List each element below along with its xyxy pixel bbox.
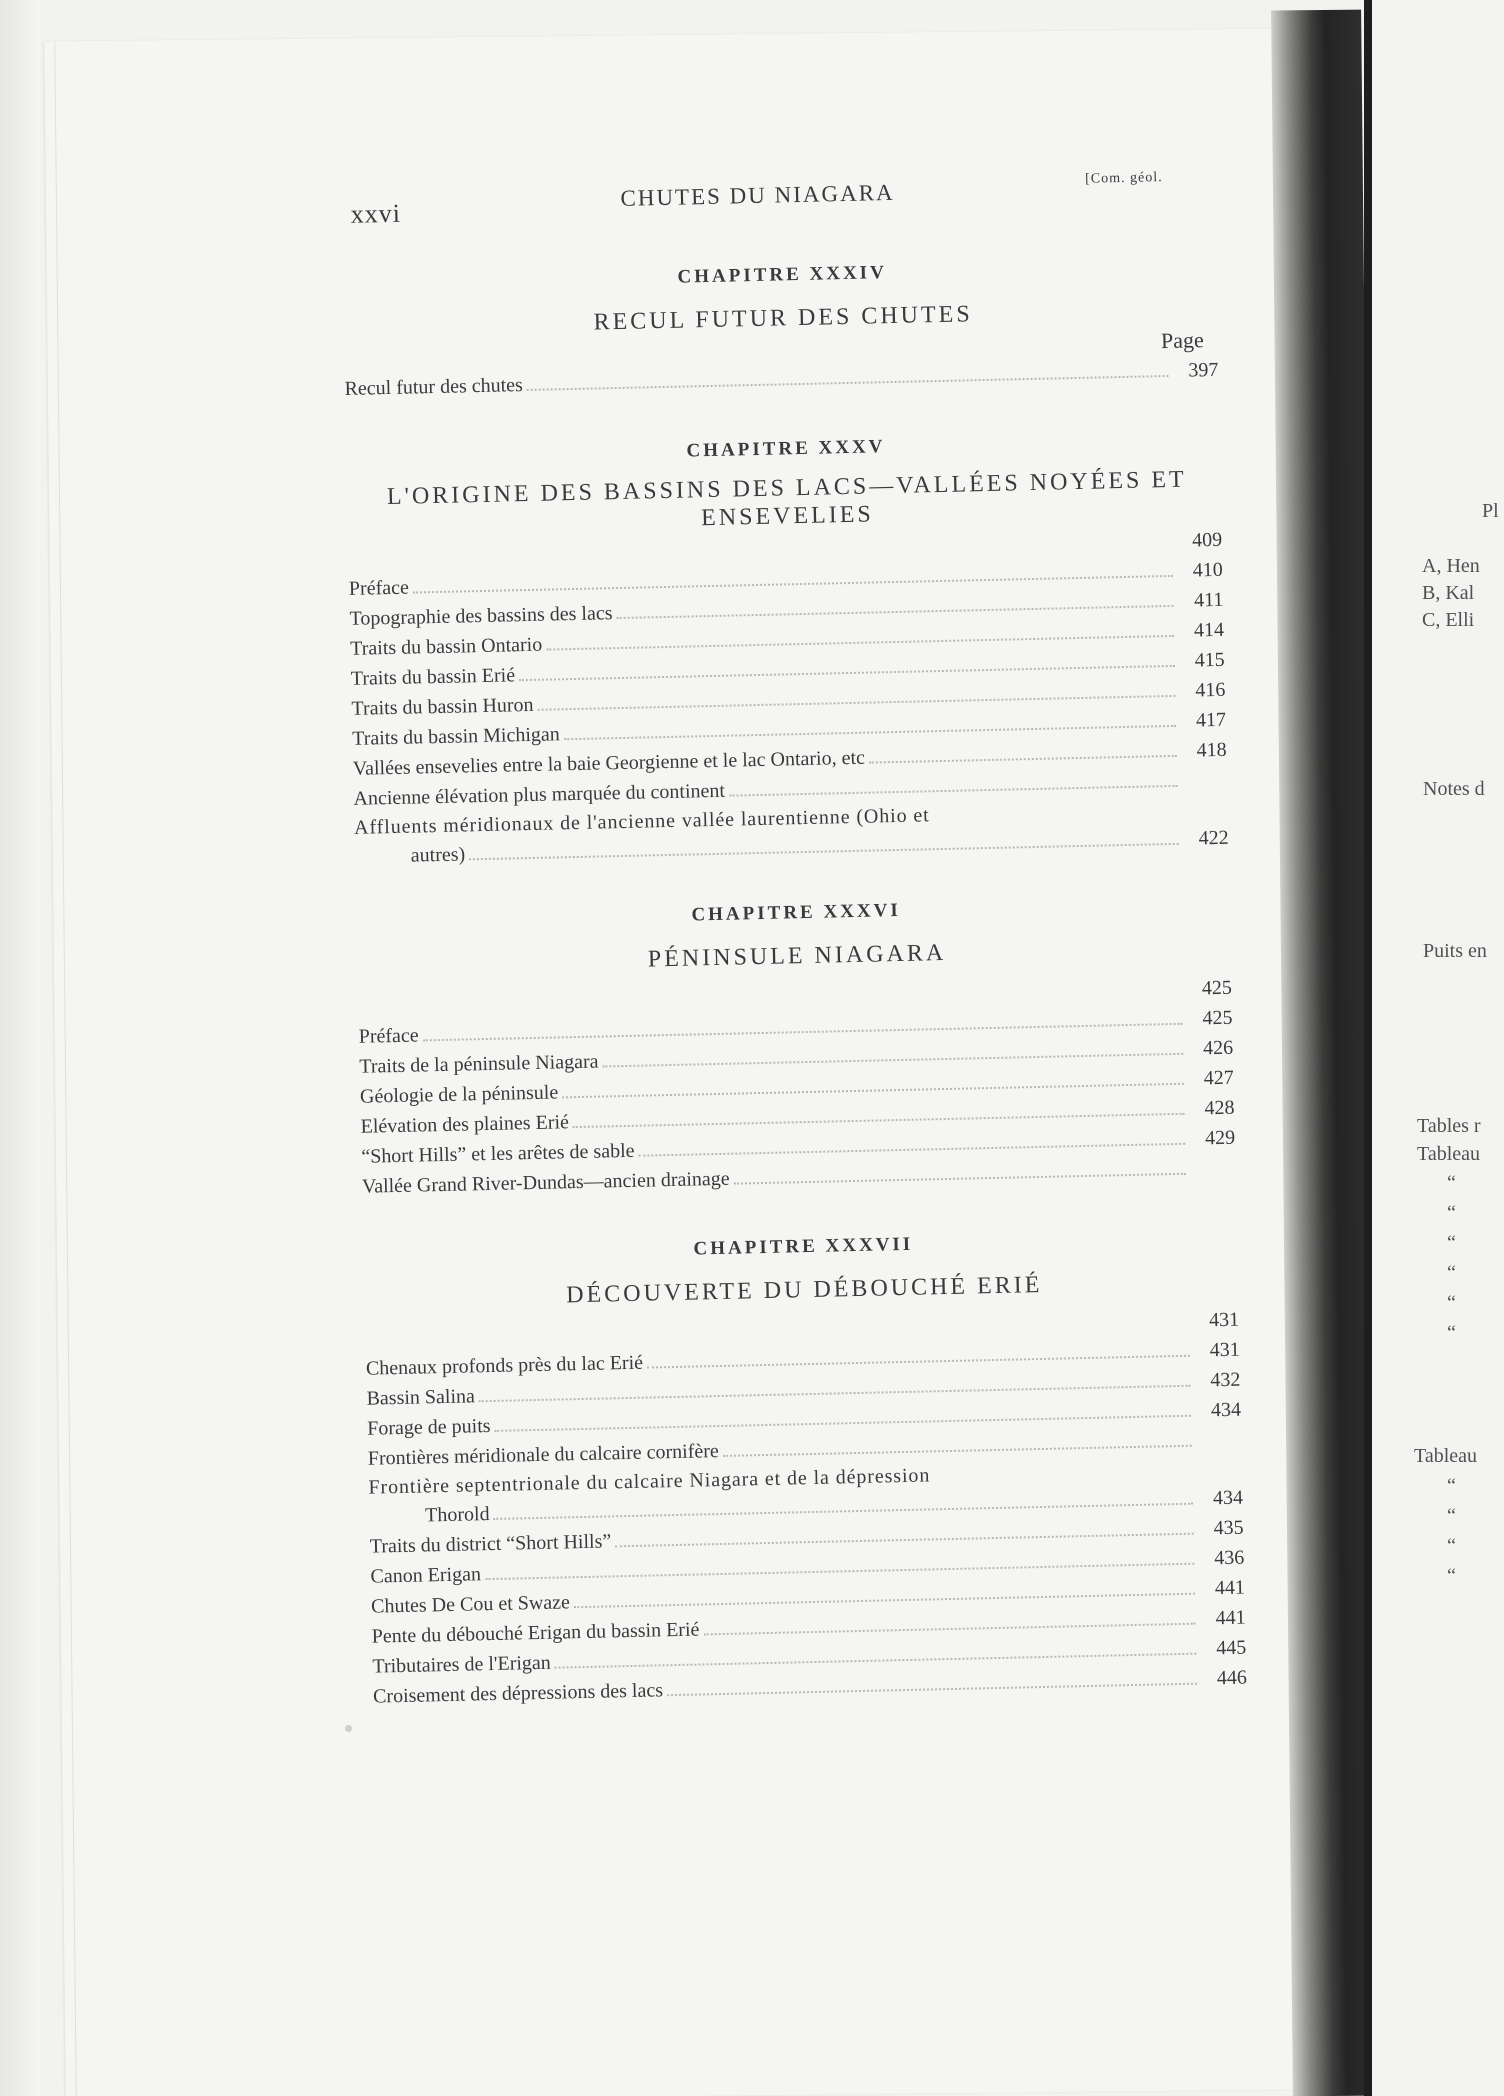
entry-title: Frontières méridionale du calcaire cornifère bbox=[367, 1440, 719, 1470]
entry-title: Préface bbox=[358, 1024, 419, 1048]
entry-page: 434 bbox=[1210, 1398, 1242, 1422]
dot-leader bbox=[729, 785, 1177, 797]
entry-title: Forage de puits bbox=[367, 1415, 491, 1440]
entry-title: Traits du bassin Michigan bbox=[351, 723, 560, 750]
right-fragment: “ bbox=[1447, 1565, 1456, 1587]
entry-title: Ancienne élévation plus marquée du continent bbox=[353, 779, 726, 810]
right-fragment: “ bbox=[1447, 1322, 1456, 1344]
entry-page: 441 bbox=[1214, 1576, 1246, 1600]
entry-page: 445 bbox=[1215, 1636, 1247, 1660]
gutter-shadow bbox=[1364, 0, 1372, 2096]
entry-title: Croisement des dépressions des lacs bbox=[372, 1679, 664, 1708]
right-fragment: “ bbox=[1447, 1172, 1456, 1194]
entry-page bbox=[1200, 1446, 1242, 1447]
right-page bbox=[1372, 0, 1504, 2096]
chapter-title: RECUL FUTUR DES CHUTES bbox=[593, 301, 973, 336]
dot-leader bbox=[469, 843, 1178, 860]
page-number: xxvi bbox=[350, 198, 402, 229]
entry-title: Chutes De Cou et Swaze bbox=[370, 1591, 571, 1618]
entry-page: 446 bbox=[1216, 1666, 1248, 1690]
toc-list bbox=[366, 1335, 1254, 1712]
right-fragment: “ bbox=[1447, 1202, 1456, 1224]
entry-title: “Short Hills” et les arêtes de sable bbox=[361, 1139, 635, 1168]
entry-title-continued: autres) bbox=[410, 843, 466, 867]
page-column-label: Page bbox=[1160, 327, 1204, 354]
right-fragment: Tables r bbox=[1417, 1115, 1481, 1137]
entry-page: 436 bbox=[1214, 1546, 1245, 1570]
chapter-title: L'ORIGINE DES BASSINS DES LACS—VALLÉES NOYÉES ET bbox=[386, 466, 1187, 511]
entry-title: Traits du bassin Huron bbox=[351, 693, 534, 720]
right-fragment: Tableau bbox=[1414, 1445, 1478, 1467]
dot-leader bbox=[667, 1683, 1197, 1697]
right-fragment: “ bbox=[1447, 1535, 1456, 1557]
entry-page: 415 bbox=[1194, 648, 1225, 672]
right-fragment: Tableau bbox=[1417, 1143, 1481, 1165]
entry-page: 435 bbox=[1213, 1516, 1244, 1540]
entry-page: 428 bbox=[1204, 1096, 1235, 1120]
entry-title: Frontière septentrionale du calcaire Niagara et de la dépression bbox=[368, 1464, 931, 1499]
dot-leader bbox=[703, 1623, 1195, 1636]
entry-title: Traits du bassin Ontario bbox=[349, 633, 543, 660]
dot-leader bbox=[734, 1173, 1186, 1185]
right-fragment: “ bbox=[1447, 1292, 1456, 1314]
entry-page: 422 bbox=[1198, 826, 1229, 850]
entry-title: Préface bbox=[348, 576, 410, 600]
dot-leader bbox=[527, 375, 1169, 391]
chapter-title: DÉCOUVERTE DU DÉBOUCHÉ ERIÉ bbox=[565, 1271, 1043, 1309]
right-fragment: “ bbox=[1447, 1262, 1456, 1284]
entry-title: Canon Erigan bbox=[370, 1563, 482, 1588]
chapter-label: CHAPITRE XXXIV bbox=[677, 262, 888, 288]
entry-page: 432 bbox=[1210, 1368, 1241, 1392]
entry-title: Vallées ensevelies entre la baie Georgienne et le lac Ontario, etc bbox=[352, 746, 866, 780]
right-fragment: B, Kal bbox=[1422, 582, 1475, 604]
toc-content bbox=[340, 161, 1253, 1712]
entry-title: Traits de la péninsule Niagara bbox=[359, 1050, 599, 1078]
entry-page: 426 bbox=[1202, 1036, 1234, 1060]
entry-page: 429 bbox=[1204, 1126, 1236, 1150]
entry-page: 425 bbox=[1202, 1006, 1233, 1030]
entry-page: 434 bbox=[1212, 1486, 1244, 1510]
entry-page: 417 bbox=[1195, 708, 1227, 732]
entry-page bbox=[1194, 1174, 1236, 1175]
entry-page: 431 bbox=[1208, 1308, 1240, 1332]
dot-leader bbox=[723, 1445, 1192, 1457]
toc-list bbox=[349, 555, 1235, 872]
paper-speck bbox=[345, 1725, 352, 1732]
entry-title: Vallée Grand River-Dundas—ancien drainage bbox=[361, 1167, 730, 1198]
right-fragment: A, Hen bbox=[1422, 555, 1480, 577]
chapter-title: PÉNINSULE NIAGARA bbox=[647, 939, 947, 973]
entry-title: Chenaux profonds près du lac Erié bbox=[365, 1351, 644, 1380]
entry-page: 418 bbox=[1196, 738, 1227, 762]
header-tag: [Com. géol. bbox=[1084, 170, 1163, 187]
entry-page: 427 bbox=[1203, 1066, 1235, 1090]
entry-page: 397 bbox=[1188, 358, 1219, 382]
right-fragment: Puits en bbox=[1423, 940, 1487, 962]
entry-title: Géologie de la péninsule bbox=[359, 1081, 559, 1108]
right-fragment: “ bbox=[1447, 1232, 1456, 1254]
right-fragment: “ bbox=[1447, 1505, 1456, 1527]
chapter-label: CHAPITRE XXXV bbox=[686, 436, 886, 462]
right-fragment: C, Elli bbox=[1422, 609, 1475, 631]
entry-title: Pente du débouché Erigan du bassin Erié bbox=[371, 1618, 700, 1648]
entry-page: 409 bbox=[1191, 528, 1223, 552]
dot-leader bbox=[869, 755, 1177, 764]
right-fragment: “ bbox=[1447, 1475, 1456, 1497]
entry-title-continued: Thorold bbox=[424, 1503, 490, 1527]
entry-title: Traits du bassin Erié bbox=[350, 664, 516, 690]
entry-page: 414 bbox=[1193, 618, 1225, 642]
entry-page: 411 bbox=[1193, 588, 1224, 612]
book-edge bbox=[0, 0, 40, 2096]
entry-title: Affluents méridionaux de l'ancienne vallée laurentienne (Ohio et bbox=[353, 804, 930, 839]
entry-title: Bassin Salina bbox=[366, 1385, 476, 1410]
entry-page: 425 bbox=[1201, 976, 1233, 1000]
chapter-label: CHAPITRE XXXVI bbox=[691, 899, 901, 926]
entry-page bbox=[1185, 786, 1227, 787]
entry-title: Tributaires de l'Erigan bbox=[372, 1651, 552, 1678]
right-fragment: Pl bbox=[1482, 500, 1499, 522]
right-fragment: Notes d bbox=[1423, 778, 1485, 800]
entry-page: 410 bbox=[1192, 558, 1223, 582]
entry-page: 416 bbox=[1195, 678, 1226, 702]
entry-page: 441 bbox=[1215, 1606, 1246, 1630]
running-title: CHUTES DU NIAGARA bbox=[620, 179, 895, 211]
entry-title: Elévation des plaines Erié bbox=[360, 1111, 570, 1138]
toc-list bbox=[358, 1003, 1242, 1202]
entry-page: 431 bbox=[1209, 1338, 1240, 1362]
chapter-title-line2: ENSEVELIES bbox=[700, 501, 875, 532]
entry-title: Recul futur des chutes bbox=[344, 374, 524, 400]
entry-title: Topographie des bassins des lacs bbox=[349, 602, 613, 630]
entry-title: Traits du district “Short Hills” bbox=[369, 1530, 612, 1558]
chapter-label: CHAPITRE XXXVII bbox=[693, 1233, 914, 1260]
